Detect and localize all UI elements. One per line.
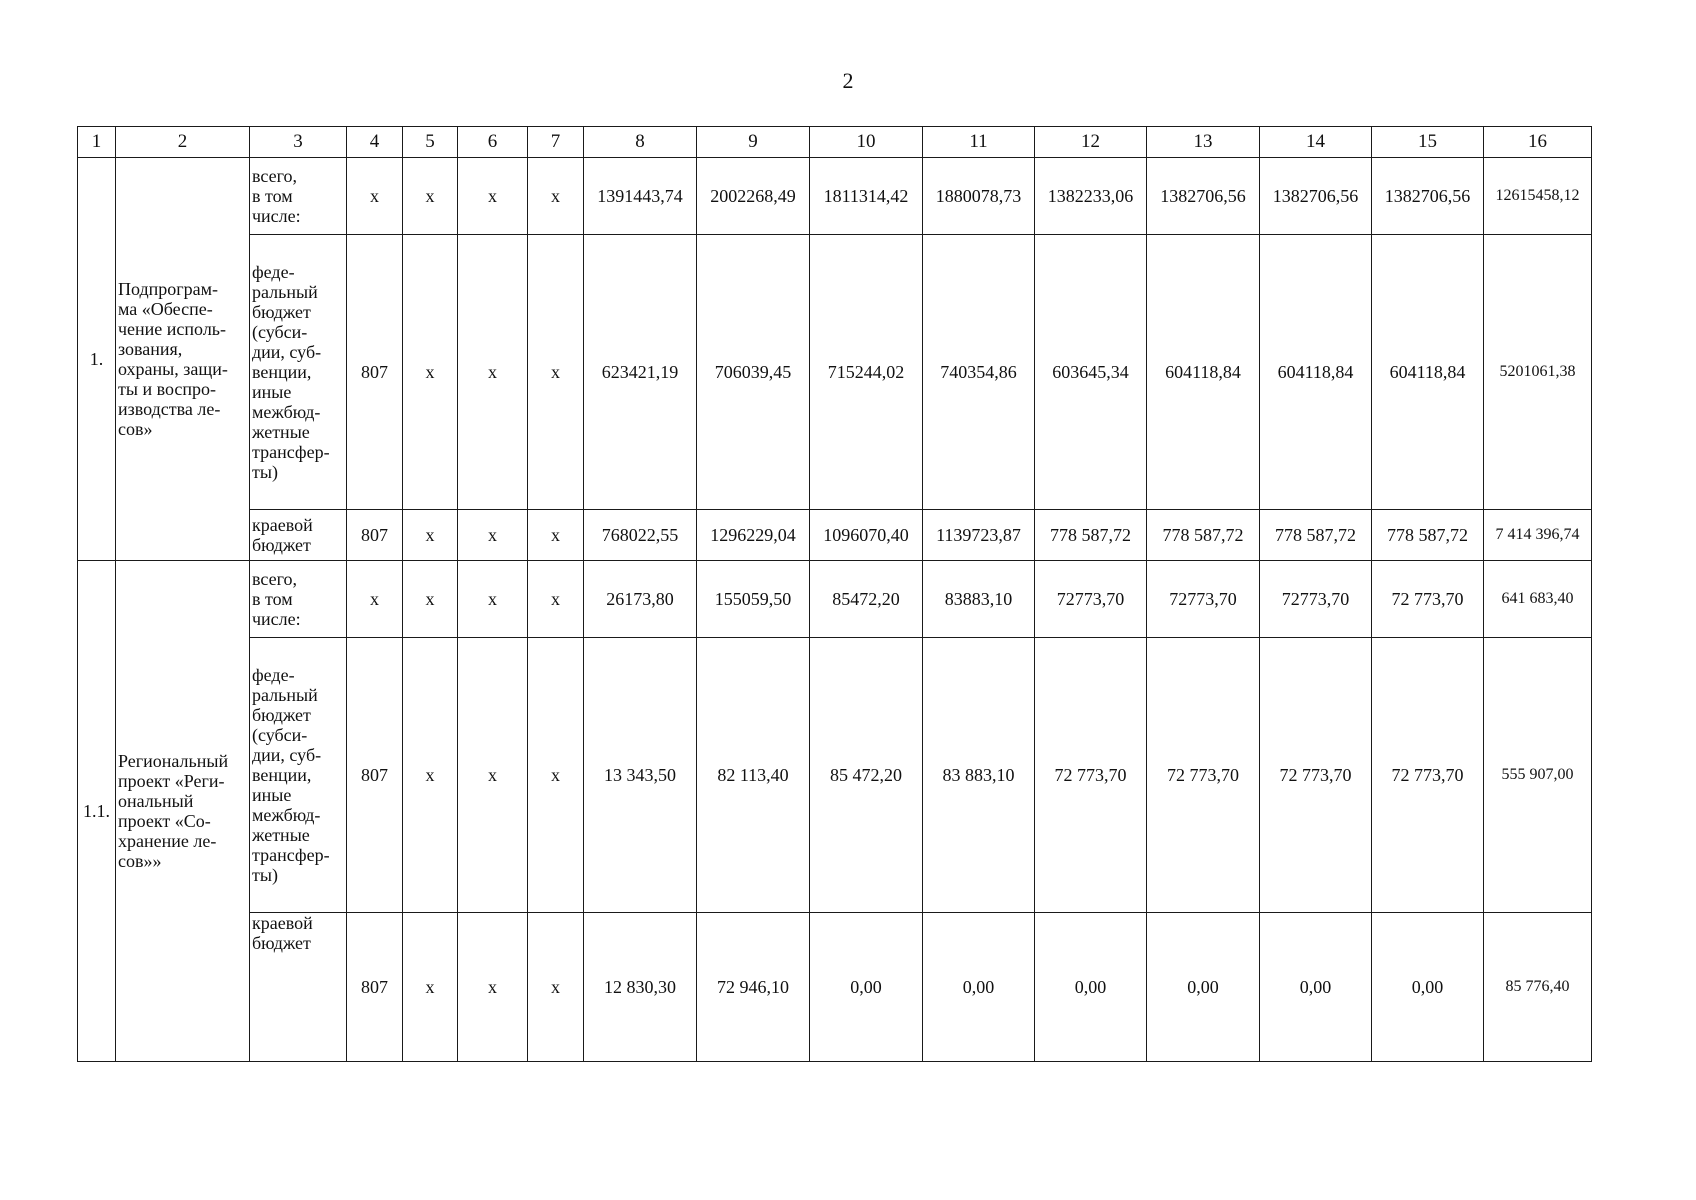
- value-cell: 604118,84: [1260, 235, 1372, 510]
- cell-c6: x: [458, 913, 528, 1062]
- cell-c5: x: [403, 235, 458, 510]
- value-cell: 1382706,56: [1372, 158, 1484, 235]
- value-cell: 623421,19: [584, 235, 697, 510]
- value-cell: 1391443,74: [584, 158, 697, 235]
- cell-c7: x: [528, 561, 584, 638]
- section-index: 1.: [78, 158, 116, 561]
- funding-source: всего, в том числе:: [250, 158, 347, 235]
- funding-source: феде- ральный бюджет (субси- дии, суб- венции, иные межбюд- жетные трансфер- ты): [250, 638, 347, 913]
- column-header: 7: [528, 127, 584, 158]
- total-cell: 641 683,40: [1484, 561, 1592, 638]
- table-row: [78, 510, 1592, 561]
- cell-c4: 807: [347, 638, 403, 913]
- value-cell: 778 587,72: [1147, 510, 1260, 561]
- value-cell: 72 773,70: [1372, 561, 1484, 638]
- section-index: 1.1.: [78, 561, 116, 1062]
- value-cell: 72 946,10: [697, 913, 810, 1062]
- column-header: 13: [1147, 127, 1260, 158]
- cell-c4: 807: [347, 235, 403, 510]
- value-cell: 1382706,56: [1147, 158, 1260, 235]
- table-row: [78, 561, 1592, 638]
- value-cell: 0,00: [1035, 913, 1147, 1062]
- value-cell: 778 587,72: [1035, 510, 1147, 561]
- value-cell: 0,00: [1147, 913, 1260, 1062]
- value-cell: 83 883,10: [923, 638, 1035, 913]
- value-cell: 85472,20: [810, 561, 923, 638]
- value-cell: 72 773,70: [1260, 638, 1372, 913]
- cell-c5: x: [403, 913, 458, 1062]
- header-row: [78, 127, 1592, 158]
- value-cell: 778 587,72: [1260, 510, 1372, 561]
- cell-c7: x: [528, 510, 584, 561]
- table-row: [78, 638, 1592, 913]
- value-cell: 1139723,87: [923, 510, 1035, 561]
- value-cell: 72 773,70: [1372, 638, 1484, 913]
- total-cell: 5201061,38: [1484, 235, 1592, 510]
- cell-c7: x: [528, 158, 584, 235]
- value-cell: 0,00: [923, 913, 1035, 1062]
- cell-c6: x: [458, 638, 528, 913]
- funding-source: краевой бюджет: [250, 510, 347, 561]
- value-cell: 715244,02: [810, 235, 923, 510]
- value-cell: 1382233,06: [1035, 158, 1147, 235]
- total-cell: 555 907,00: [1484, 638, 1592, 913]
- value-cell: 12 830,30: [584, 913, 697, 1062]
- cell-c5: x: [403, 158, 458, 235]
- cell-c6: x: [458, 510, 528, 561]
- total-cell: 7 414 396,74: [1484, 510, 1592, 561]
- total-cell: 12615458,12: [1484, 158, 1592, 235]
- value-cell: 0,00: [1260, 913, 1372, 1062]
- cell-c7: x: [528, 235, 584, 510]
- funding-source: краевой бюджет: [250, 913, 347, 1062]
- value-cell: 604118,84: [1372, 235, 1484, 510]
- value-cell: 72773,70: [1035, 561, 1147, 638]
- cell-c6: x: [458, 561, 528, 638]
- value-cell: 13 343,50: [584, 638, 697, 913]
- table-row: [78, 235, 1592, 510]
- column-header: 8: [584, 127, 697, 158]
- section-title: Региональный проект «Реги- ональный проект «Со- хранение ле- сов»»: [116, 561, 250, 1062]
- value-cell: 155059,50: [697, 561, 810, 638]
- value-cell: 1880078,73: [923, 158, 1035, 235]
- value-cell: 768022,55: [584, 510, 697, 561]
- section-title: Подпрограм- ма «Обеспе- чение исполь- зования, охраны, защи- ты и воспро- изводства ле- сов»: [116, 158, 250, 561]
- value-cell: 2002268,49: [697, 158, 810, 235]
- funding-source: феде- ральный бюджет (субси- дии, суб- венции, иные межбюд- жетные трансфер- ты): [250, 235, 347, 510]
- value-cell: 72773,70: [1260, 561, 1372, 638]
- value-cell: 83883,10: [923, 561, 1035, 638]
- value-cell: 0,00: [1372, 913, 1484, 1062]
- column-header: 12: [1035, 127, 1147, 158]
- cell-c6: x: [458, 158, 528, 235]
- value-cell: 1296229,04: [697, 510, 810, 561]
- column-header: 6: [458, 127, 528, 158]
- value-cell: 82 113,40: [697, 638, 810, 913]
- cell-c7: x: [528, 913, 584, 1062]
- value-cell: 72 773,70: [1035, 638, 1147, 913]
- cell-c6: x: [458, 235, 528, 510]
- column-header: 4: [347, 127, 403, 158]
- cell-c5: x: [403, 510, 458, 561]
- column-header: 3: [250, 127, 347, 158]
- cell-c4: 807: [347, 510, 403, 561]
- cell-c7: x: [528, 638, 584, 913]
- value-cell: 1811314,42: [810, 158, 923, 235]
- column-header: 1: [78, 127, 116, 158]
- cell-c4: 807: [347, 913, 403, 1062]
- cell-c4: x: [347, 561, 403, 638]
- value-cell: 706039,45: [697, 235, 810, 510]
- column-header: 2: [116, 127, 250, 158]
- funding-source: всего, в том числе:: [250, 561, 347, 638]
- value-cell: 26173,80: [584, 561, 697, 638]
- value-cell: 1382706,56: [1260, 158, 1372, 235]
- value-cell: 85 472,20: [810, 638, 923, 913]
- value-cell: 72773,70: [1147, 561, 1260, 638]
- total-cell: 85 776,40: [1484, 913, 1592, 1062]
- value-cell: 603645,34: [1035, 235, 1147, 510]
- column-header: 14: [1260, 127, 1372, 158]
- cell-c5: x: [403, 561, 458, 638]
- value-cell: 740354,86: [923, 235, 1035, 510]
- value-cell: 778 587,72: [1372, 510, 1484, 561]
- column-header: 15: [1372, 127, 1484, 158]
- table-row: [78, 913, 1592, 1062]
- cell-c4: x: [347, 158, 403, 235]
- value-cell: 72 773,70: [1147, 638, 1260, 913]
- column-header: 16: [1484, 127, 1592, 158]
- column-header: 11: [923, 127, 1035, 158]
- column-header: 9: [697, 127, 810, 158]
- column-header: 5: [403, 127, 458, 158]
- budget-table: [77, 126, 1592, 1062]
- cell-c5: x: [403, 638, 458, 913]
- value-cell: 604118,84: [1147, 235, 1260, 510]
- table-row: [78, 158, 1592, 235]
- page-number: 2: [842, 68, 854, 93]
- column-header: 10: [810, 127, 923, 158]
- value-cell: 0,00: [810, 913, 923, 1062]
- value-cell: 1096070,40: [810, 510, 923, 561]
